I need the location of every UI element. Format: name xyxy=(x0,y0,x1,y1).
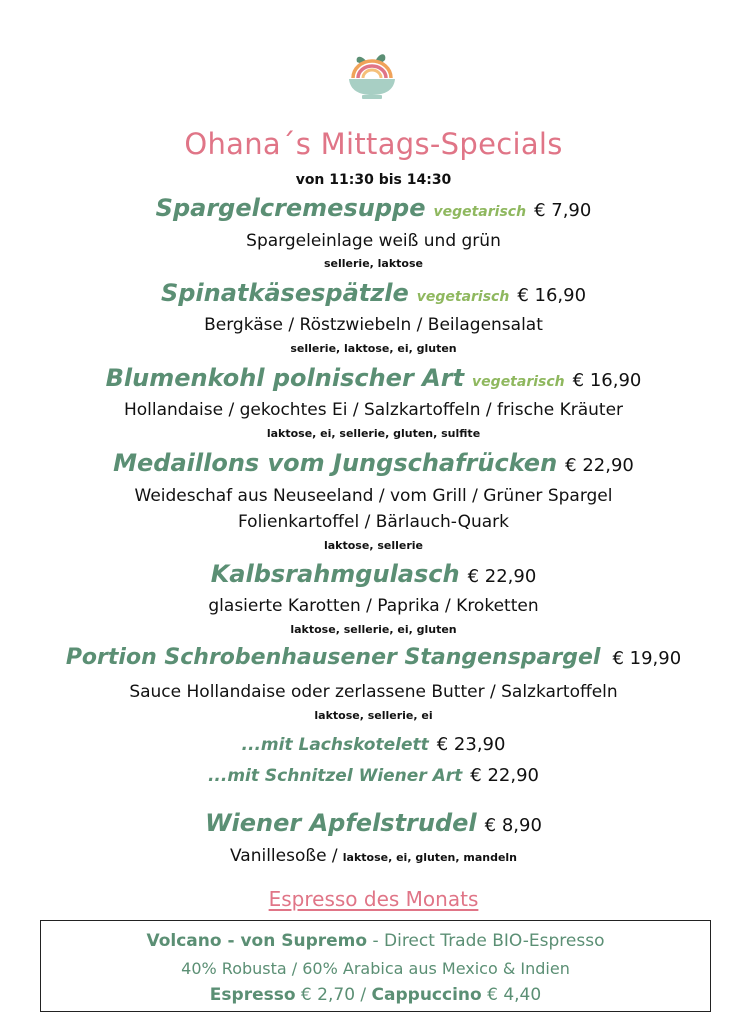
espresso-prices xyxy=(41,985,710,1005)
dish-price: € 7,90 xyxy=(534,200,592,221)
option-price: € 22,90 xyxy=(470,765,540,786)
bowl-logo-icon xyxy=(345,48,399,100)
dish-name: Spinatkäsespätzle xyxy=(160,279,409,307)
dish-description-line xyxy=(0,846,747,866)
espresso-label: Espresso xyxy=(209,985,296,1005)
opening-hours: von 11:30 bis 14:30 xyxy=(295,172,452,188)
dish-description: Hollandaise / gekochtes Ei / Salzkartoffeln / frische Kräuter xyxy=(123,400,624,420)
espresso-blend: 40% Robusta / 60% Arabica aus Mexico & Indien xyxy=(181,959,570,978)
dish-4-line xyxy=(0,449,747,477)
dish-6-line xyxy=(0,645,747,670)
dish-name: Portion Schrobenhausener Stangenspargel xyxy=(65,645,601,670)
dish-allergens: laktose, sellerie, ei xyxy=(314,709,433,722)
cappuccino-price: € 4,40 xyxy=(481,985,542,1005)
dish-allergens: laktose, sellerie, ei, gluten xyxy=(290,623,457,636)
option-price: € 23,90 xyxy=(436,734,506,755)
espresso-name: Volcano - von Supremo xyxy=(146,931,368,951)
dish-name: Medaillons vom Jungschafrücken xyxy=(113,449,558,477)
dish-name: Spargelcremesuppe xyxy=(155,194,426,222)
cappuccino-label: Cappuccino xyxy=(371,985,482,1005)
dish-3-line xyxy=(0,364,747,392)
espresso-heading: Espresso des Monats xyxy=(268,887,479,911)
dish-description: Bergkäse / Röstzwiebeln / Beilagensalat xyxy=(204,315,543,335)
vegetarian-tag: vegetarisch xyxy=(416,289,510,305)
vegetarian-tag: vegetarisch xyxy=(472,374,565,390)
dish-description: Folienkartoffel / Bärlauch-Quark xyxy=(238,512,509,532)
dish-price: € 16,90 xyxy=(572,370,642,391)
dish-description: Spargeleinlage weiß und grün xyxy=(246,231,501,251)
espresso-origin: - Direct Trade BIO-Espresso xyxy=(367,931,605,951)
dish-price: € 16,90 xyxy=(517,285,587,306)
dish-description: Sauce Hollandaise oder zerlassene Butter / Salzkartoffeln xyxy=(129,682,618,702)
dish-allergens: laktose, ei, gluten, mandeln xyxy=(342,851,518,864)
dish-2-line xyxy=(0,279,747,307)
page-title: Ohana´s Mittags-Specials xyxy=(184,127,563,161)
dish-name: Wiener Apfelstrudel xyxy=(205,809,477,837)
vegetarian-tag: vegetarisch xyxy=(433,204,527,220)
espresso-price: € 2,70 / xyxy=(295,985,372,1005)
dish-price: € 22,90 xyxy=(565,455,634,476)
dish-allergens: laktose, ei, sellerie, gluten, sulfite xyxy=(266,427,481,440)
dish-1-line xyxy=(0,194,747,222)
dish-7-line xyxy=(0,809,747,837)
espresso-line-1 xyxy=(41,931,710,951)
dish-allergens: sellerie, laktose xyxy=(323,257,423,270)
dish-name: Kalbsrahmgulasch xyxy=(210,560,460,588)
option-name: ...mit Schnitzel Wiener Art xyxy=(207,766,463,786)
dish-5-line xyxy=(0,560,747,588)
dish-description: Vanillesoße / xyxy=(229,846,338,866)
option-name: ...mit Lachskotelett xyxy=(241,735,429,755)
option-line xyxy=(0,765,747,786)
dish-description: glasierte Karotten / Paprika / Kroketten xyxy=(208,596,539,616)
espresso-box xyxy=(40,920,711,1012)
dish-allergens: laktose, sellerie xyxy=(323,539,423,552)
dish-allergens: sellerie, laktose, ei, gluten xyxy=(290,342,457,355)
dish-description: Weideschaf aus Neuseeland / vom Grill / Grüner Spargel xyxy=(134,486,613,506)
dish-price: € 8,90 xyxy=(484,815,542,836)
dish-price: € 22,90 xyxy=(467,566,537,587)
dish-price: € 19,90 xyxy=(612,648,682,669)
option-line xyxy=(0,734,747,755)
dish-name: Blumenkohl polnischer Art xyxy=(105,364,465,392)
